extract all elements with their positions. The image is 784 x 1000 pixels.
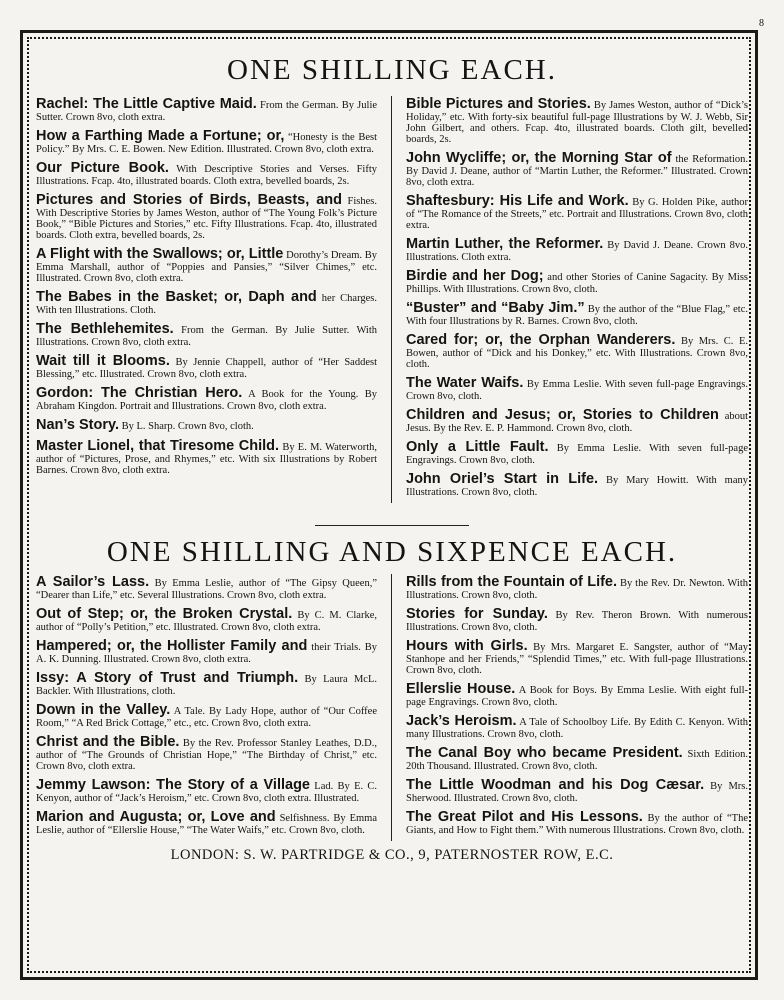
book-title: Nan’s Story. bbox=[36, 417, 119, 433]
book-entry bbox=[406, 809, 748, 836]
book-entry bbox=[406, 150, 748, 188]
book-title: A Sailor’s Lass. bbox=[36, 574, 150, 590]
book-description: By Mary Howitt. With many Illustrations. Crown 8vo, cloth. bbox=[406, 475, 748, 498]
page-number: 8 bbox=[759, 18, 764, 29]
section-divider bbox=[315, 525, 469, 526]
book-description: A Book for the Young. By Abraham Kingdon. Portrait and Illustrations. Crown 8vo, cloth extra. bbox=[36, 389, 377, 412]
book-title: Pictures and Stories of Birds, Beasts, and bbox=[36, 192, 342, 208]
section-title-one-shilling: ONE SHILLING EACH. bbox=[227, 54, 557, 86]
book-title: Only a Little Fault. bbox=[406, 439, 549, 455]
book-description: their Trials. By A. K. Dunning. Illustrated. Crown 8vo, cloth extra. bbox=[36, 642, 377, 665]
book-entry bbox=[406, 606, 748, 633]
book-title: The Great Pilot and His Lessons. bbox=[406, 809, 643, 825]
book-entry bbox=[36, 638, 377, 665]
book-entry bbox=[406, 777, 748, 804]
book-title: Hampered; or, the Hollister Family and bbox=[36, 638, 308, 654]
book-entry bbox=[36, 353, 377, 380]
book-title: Issy: A Story of Trust and Triumph. bbox=[36, 670, 299, 686]
book-description: “Honesty is the Best Policy.” By Mrs. C. E. Bowen. New Edition. Illustrated. Crown 8vo, cloth extra. bbox=[36, 132, 377, 155]
book-title: Bible Pictures and Stories. bbox=[406, 96, 591, 112]
book-description: By Jennie Chappell, author of “Her Saddest Blessing,” etc. Illustrated. Crown 8vo, cloth extra. bbox=[36, 357, 378, 380]
book-description: her Charges. With ten Illustrations. Cloth. bbox=[36, 293, 378, 316]
book-description: By Emma Leslie. With seven full-page Engravings. Crown 8vo, cloth. bbox=[406, 443, 749, 466]
book-title: The Babes in the Basket; or, Daph and bbox=[36, 289, 317, 305]
book-entry bbox=[36, 289, 377, 316]
book-title: Martin Luther, the Reformer. bbox=[406, 236, 604, 252]
book-description: Selfishness. By Emma Leslie, author of “Ellerslie House,” “The Water Waifs,” etc. Crown 8vo, cloth. bbox=[36, 813, 378, 836]
book-title: “Buster” and “Baby Jim.” bbox=[406, 300, 585, 316]
book-description: Sixth Edition. 20th Thousand. Illustrated. Crown 8vo, cloth. bbox=[406, 749, 748, 772]
book-description: A Tale. By Lady Hope, author of “Our Coffee Room,” “A Red Brick Cottage,” etc., etc. Crown 8vo, cloth extra. bbox=[36, 706, 378, 729]
book-entry bbox=[406, 638, 748, 676]
book-title: The Little Woodman and his Dog Cæsar. bbox=[406, 777, 705, 793]
book-description: By C. M. Clarke, author of “Polly’s Petition,” etc. Illustrated. Crown 8vo, cloth extra. bbox=[36, 610, 377, 633]
right-column bbox=[392, 96, 748, 503]
book-title: Hours with Girls. bbox=[406, 638, 528, 654]
section-title-one-shilling-sixpence: ONE SHILLING AND SIXPENCE EACH. bbox=[106, 536, 678, 568]
book-description: By L. Sharp. Crown 8vo, cloth. bbox=[121, 421, 254, 432]
book-title: Wait till it Blooms. bbox=[36, 353, 170, 369]
book-title: The Canal Boy who became President. bbox=[406, 745, 683, 761]
book-title: Jack’s Heroism. bbox=[406, 713, 517, 729]
book-title: Ellerslie House. bbox=[406, 681, 516, 697]
book-description: By the Rev. Professor Stanley Leathes, D.D., author of “The Grounds of Christian Hope,” “The Birthday of Christ,” etc. Crown 8vo, cloth extra. bbox=[36, 738, 377, 772]
book-title: Out of Step; or, the Broken Crystal. bbox=[36, 606, 293, 622]
book-entry bbox=[406, 332, 748, 370]
book-description: about Jesus. By the Rev. E. P. Hammond. Crown 8vo, cloth. bbox=[406, 411, 749, 434]
book-description: By James Weston, author of “Dick’s Holiday,” etc. With forty-six beautiful full-page Illustrations by W. J. Webb, Sir John Gilbert, and others. Fcap. 4to, illustrated boards. Cloth gilt, bevelled boards, 2s. bbox=[406, 100, 749, 145]
book-description: With Descriptive Stories and Verses. Fifty Illustrations. Fcap. 4to, illustrated boards. Cloth extra, bevelled boards, 2s. bbox=[36, 164, 377, 187]
book-title: Down in the Valley. bbox=[36, 702, 171, 718]
book-title: Master Lionel, that Tiresome Child. bbox=[36, 438, 280, 454]
book-description: By G. Holden Pike, author of “The Romance of the Streets,” etc. Portrait and Illustrations. Crown 8vo, cloth extra. bbox=[406, 197, 748, 231]
book-description: A Book for Boys. By Emma Leslie. With eight full-page Engravings. Crown 8vo, cloth. bbox=[406, 685, 749, 708]
book-title: The Bethlehemites. bbox=[36, 321, 174, 337]
book-entry bbox=[36, 192, 377, 241]
book-title: Rachel: The Little Captive Maid. bbox=[36, 96, 257, 112]
book-description: Dorothy’s Dream. By Emma Marshall, author of “Poppies and Pansies,” “Silver Chimes,” etc. Illustrated. Crown 8vo, cloth extra. bbox=[36, 250, 378, 284]
book-entry bbox=[406, 268, 748, 295]
book-description: By Mrs. Margaret E. Sangster, author of “May Stanhope and her Friends,” “Splendid Times,” etc. With full-page Illustrations. Crown 8vo, cloth. bbox=[406, 642, 749, 676]
book-entry bbox=[36, 246, 377, 284]
book-title: Cared for; or, the Orphan Wanderers. bbox=[406, 332, 676, 348]
book-description: Fishes. With Descriptive Stories by James Weston, author of “The Young Folk’s Picture Book,” “Bible Pictures and Stories,” etc. Fifty Illustrations. Fcap. 4to, illustrated boards. Cloth extra, bevelled boards, 2s. bbox=[36, 196, 377, 241]
book-title: Jemmy Lawson: The Story of a Village bbox=[36, 777, 310, 793]
book-title: Stories for Sunday. bbox=[406, 606, 548, 622]
book-entry bbox=[36, 734, 377, 772]
book-description: By Emma Leslie, author of “The Gipsy Queen,” “Dearer than Life,” etc. Several Illustrations. Crown 8vo, cloth extra. bbox=[36, 578, 377, 601]
book-title: The Water Waifs. bbox=[406, 375, 524, 391]
page-content bbox=[36, 44, 748, 864]
book-description: By Emma Leslie. With seven full-page Engravings. Crown 8vo, cloth. bbox=[406, 379, 748, 402]
book-title: Children and Jesus; or, Stories to Children bbox=[406, 407, 719, 423]
book-entry bbox=[406, 236, 748, 263]
book-description: and other Stories of Canine Sagacity. By Miss Phillips. With Illustrations. Crown 8vo, cloth. bbox=[406, 272, 749, 295]
book-description: By Mrs. Sherwood. Illustrated. Crown 8vo, cloth. bbox=[406, 781, 748, 804]
book-title: Rills from the Fountain of Life. bbox=[406, 574, 618, 590]
book-entry bbox=[406, 745, 748, 772]
book-title: A Flight with the Swallows; or, Little bbox=[36, 246, 284, 262]
book-entry bbox=[406, 681, 748, 708]
book-description: Lad. By E. C. Kenyon, author of “Jack’s Heroism,” etc. Crown 8vo, cloth extra. Illustrated. bbox=[36, 781, 378, 804]
book-description: the Reformation. By David J. Deane, author of “Martin Luther, the Reformer.” Illustrated. Crown 8vo, cloth extra. bbox=[406, 154, 748, 188]
book-description: By David J. Deane. Crown 8vo. Illustrations. Cloth extra. bbox=[406, 240, 748, 263]
book-entry bbox=[406, 375, 748, 402]
book-entry bbox=[406, 96, 748, 145]
book-entry bbox=[406, 713, 748, 740]
book-entry bbox=[406, 574, 748, 601]
book-title: How a Farthing Made a Fortune; or, bbox=[36, 128, 285, 144]
right-column bbox=[392, 574, 748, 841]
book-entry bbox=[406, 471, 748, 498]
book-entry bbox=[36, 321, 377, 348]
book-description: By Rev. Theron Brown. With numerous Illustrations. Crown 8vo, cloth. bbox=[406, 610, 748, 633]
book-title: Shaftesbury: His Life and Work. bbox=[406, 193, 629, 209]
section-one-shilling bbox=[36, 96, 748, 503]
book-entry bbox=[406, 300, 748, 327]
left-column bbox=[36, 96, 392, 503]
book-entry bbox=[406, 193, 748, 231]
book-entry bbox=[36, 809, 377, 836]
book-entry bbox=[36, 702, 377, 729]
book-title: Marion and Augusta; or, Love and bbox=[36, 809, 276, 825]
book-entry bbox=[36, 160, 377, 187]
book-entry bbox=[406, 407, 748, 434]
book-title: Christ and the Bible. bbox=[36, 734, 180, 750]
book-title: John Oriel’s Start in Life. bbox=[406, 471, 599, 487]
book-description: From the German. By Julie Sutter. Crown 8vo, cloth extra. bbox=[36, 100, 378, 123]
book-description: By E. M. Waterworth, author of “Pictures, Prose, and Rhymes,” etc. With six Illustrations by Robert Barnes. Crown 8vo, cloth extra. bbox=[36, 442, 377, 476]
book-description: By the Rev. Dr. Newton. With Illustrations. Crown 8vo, cloth. bbox=[406, 578, 749, 601]
book-description: By the author of “The Giants, and How to Fight them.” With numerous Illustrations. Crown 8vo, cloth. bbox=[406, 813, 749, 836]
book-entry bbox=[36, 606, 377, 633]
book-entry bbox=[36, 385, 377, 412]
book-description: By Laura McL. Backler. With Illustrations, cloth. bbox=[36, 674, 377, 697]
book-description: By Mrs. C. E. Bowen, author of “Dick and his Donkey,” etc. With Illustrations. Crown 8vo, cloth. bbox=[406, 336, 748, 370]
book-title: Birdie and her Dog; bbox=[406, 268, 544, 284]
book-entry bbox=[36, 128, 377, 155]
book-title: John Wycliffe; or, the Morning Star of bbox=[406, 150, 672, 166]
book-title: Gordon: The Christian Hero. bbox=[36, 385, 243, 401]
book-entry bbox=[36, 438, 377, 476]
book-entry bbox=[36, 574, 377, 601]
book-entry bbox=[36, 670, 377, 697]
book-entry bbox=[406, 439, 748, 466]
book-description: A Tale of Schoolboy Life. By Edith C. Kenyon. With many Illustrations. Crown 8vo, cloth. bbox=[406, 717, 748, 740]
section-one-shilling-sixpence bbox=[36, 574, 748, 841]
book-title: Our Picture Book. bbox=[36, 160, 169, 176]
book-entry bbox=[36, 96, 377, 123]
left-column bbox=[36, 574, 392, 841]
book-description: From the German. By Julie Sutter. With Illustrations. Crown 8vo, cloth extra. bbox=[36, 325, 378, 348]
book-entry bbox=[36, 417, 377, 433]
book-entry bbox=[36, 777, 377, 804]
publisher-imprint: LONDON: S. W. PARTRIDGE & CO., 9, PATERNOSTER ROW, E.C. bbox=[170, 847, 614, 863]
book-description: By the author of the “Blue Flag,” etc. With four Illustrations by R. Barnes. Crown 8vo, cloth. bbox=[406, 304, 749, 327]
